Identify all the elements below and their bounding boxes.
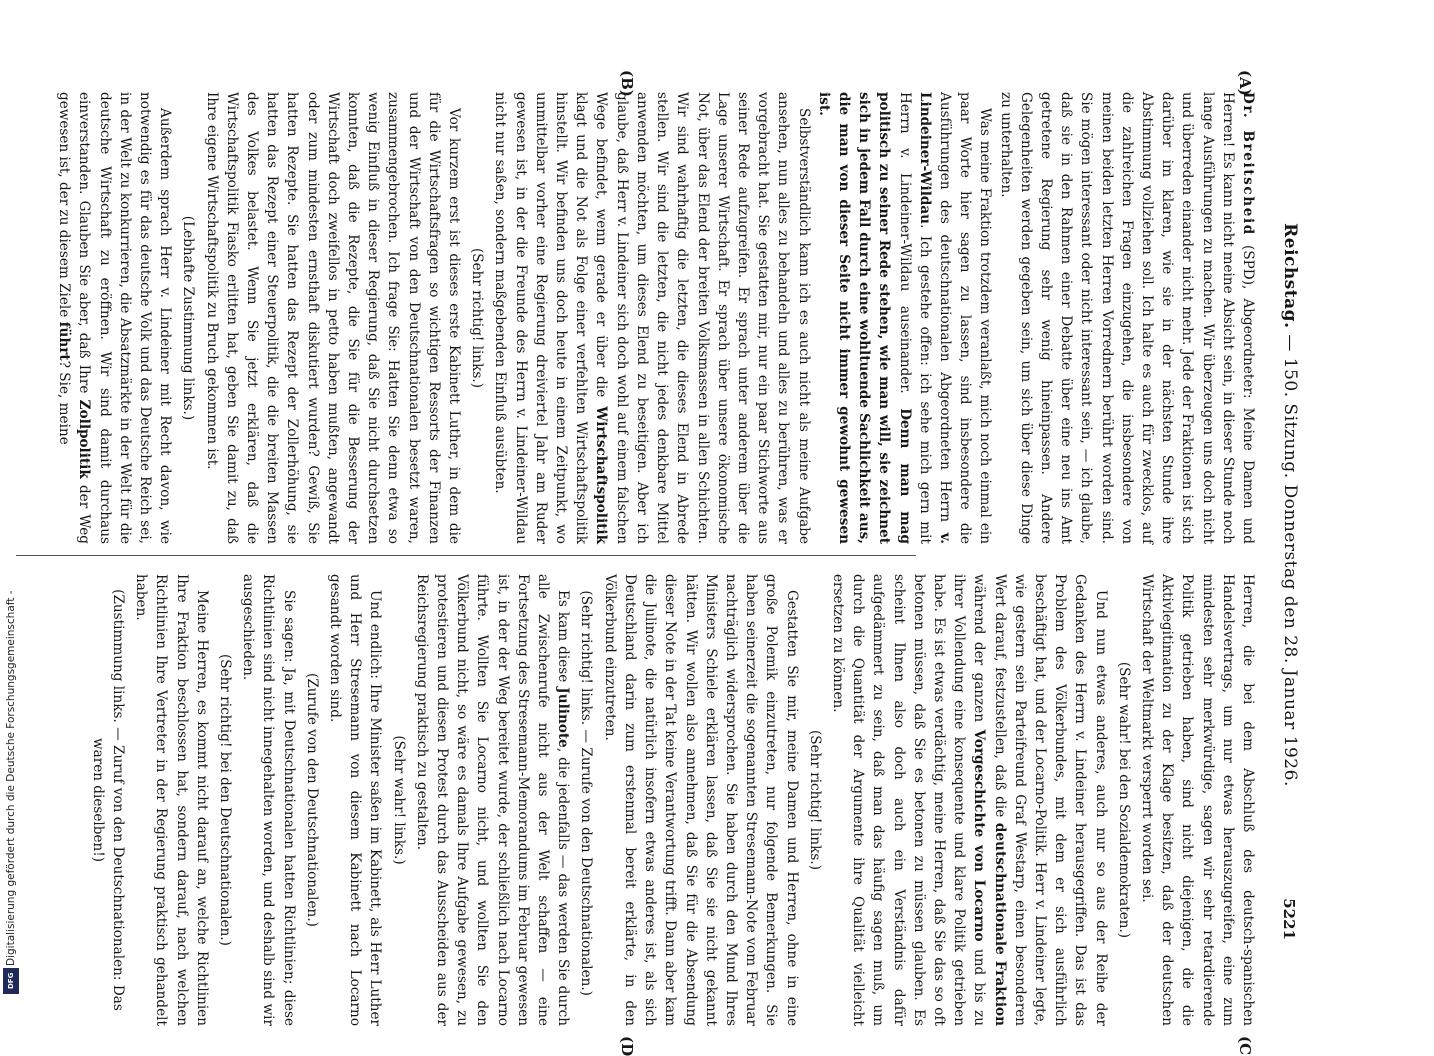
- text-run: Gestatten Sie mir, meine Damen und Herren, ohne in eine große Polemik einzutreten, nur folgende Bemerkungen. Sie haben seinerzeit die sogenannten Stresemann-Note vom Februar nachträglich widersprochen. Sie haben durch den Mund Ihres Ministers Schiele erklären lassen, daß Sie sie nicht gekannt hätten. Wir wollen also annehmen, daß Sie für die Absendung dieser Note in der Tat keine Verantwortung trifft. Dann aber kam die Julinote, die natürlich insofern etwas anderes ist, als sich Deutschland darin zum erstenmal bereit erklärte, in den Völkerbund einzutreten.: [601, 574, 800, 1026]
- running-head-title: Reichstag.: [1280, 223, 1300, 329]
- text-run: , die jedenfalls — das werden Sie durch alle Zwischenrufe nicht aus der Welt schaffen — eine Fortsetzung des Stresemann-Memorandums im Februar gewesen ist, in der der Weg bereitet wurde, der schließlich nach Locarno führte. Wollten Sie Locarno nicht, und wollten Sie den Völkerbund nicht, so wäre es damals Ihre Aufgabe gewesen, zu protestieren und diesen Protest durch das Ausscheiden aus der Reichsregierung praktisch zu gestalten.: [413, 574, 572, 1026]
- text-run: (Sehr richtig! links.): [469, 247, 486, 389]
- emphasized-text: Dr. Breitscheid: [1240, 92, 1256, 236]
- text-run: ? Sie, meine: [56, 360, 73, 445]
- emphasized-text: Zollpolitik: [76, 399, 93, 479]
- paragraph: [814, 92, 996, 544]
- emphasized-text: Vorgeschichte von Locarno: [971, 729, 988, 942]
- emphasized-text: Wirtschaftspolitik: [593, 406, 610, 544]
- text-run: (SPD), Abgeordneter: Meine Damen und Herren! Es kann nicht meine Absicht sein, in dieser Stunde noch lange Ausführungen zu machen. Wir überzeugen uns doch nicht und überreden einander nicht mehr. Jede der Fraktionen ist sich darüber im klaren, wie sie in der nächsten Stunde ihre Abstimmung vollziehen soll. Ich halte es auch für zwecklos, auf die zahlreichen Fragen einzugehen, die insbesondere von meinen beiden letzten Herren Vorrednern berührt worden sind. Sie mögen interessant oder nicht interessant sein, — ich glaube, daß sie in den Rahmen einer Debatte über eine neu ins Amt getretene Regierung sehr wenig hineinpassen. Andere Gelegenheiten werden gegeben sein, um sich über diese Dinge zu unterhalten.: [997, 92, 1256, 544]
- running-head: [1280, 70, 1300, 940]
- paragraph: [412, 574, 574, 1026]
- paragraph: [600, 574, 802, 1026]
- paragraph: [995, 92, 1258, 544]
- text-run: (Sehr richtig! bei den Deutschnationalen.): [217, 654, 234, 946]
- text-run: Selbstverständlich kann ich es auch nicht als meine Aufgabe ansehen, nun alles zu behandeln und alles zu berühren, was er vorgebracht hat. Sie gestatten mir, nur ein paar Stichworte aus seiner Rede aufzugreifen. Er sprach unter anderem über die Lage unserer Wirtschaft. Er sprach über unsere ökonomische Not, über das Elend der breiten Volksmassen in allen Schichten. Wir sind wahrhaftig die letzten, die dieses Elend in Abrede stellen. Wir sind die letzten, die nicht jedes denkbare Mittel anwenden möchten, um dieses Elend zu beseitigen. Aber ich glaube, daß Herr v. Lindeiner sich doch wohl auf einem falschen Wege befindet, wenn gerade er über die: [593, 92, 812, 544]
- text-run: Was meine Fraktion trotzdem veranlaßt, mich noch einmal ein paar Worte hier sagen zu lassen, sind insbesondere die Ausführungen des deutschnationalen Abgeordneten Herrn: [936, 92, 994, 544]
- left-column: [54, 92, 1258, 544]
- text-run: Sie sagen: Ja, mit Deutschnationalen hatten Richtlinien; diese Richtlinien sind nicht innegehalten worden, und deshalb sind wir ausgeschieden.: [240, 574, 297, 1026]
- paragraph: [201, 92, 464, 544]
- paragraph: [131, 574, 212, 1026]
- text-run: und bis zu ihrer Vollendung eine konsequente und klare Politik getrieben habe. Es ist etwas verdächtig, meine Herren, daß Sie das so oft betonen müssen, daß Sie es betonen zu müssen glauben. Es scheint Ihnen also doch auch ein Verständnis dafür aufgedämmert zu sein, daß man das häufig sagen muß, um durch die Quantität der Argumente ihre Qualität vielleicht ersetzen zu können.: [829, 574, 988, 1026]
- interjection: [215, 574, 235, 1026]
- column-divider: [16, 555, 916, 556]
- page-header: [1272, 70, 1300, 940]
- emphasized-text: v. Lindeiner-Wildau: [916, 92, 953, 544]
- margin-letter-a: (A): [1236, 70, 1254, 96]
- paragraph: [490, 92, 813, 544]
- footer-text: Digitalisierung gefördert durch die Deutsche Forschungsgemeinschaft -: [5, 590, 17, 966]
- interjection: [302, 574, 322, 1026]
- interjection: [1114, 574, 1134, 1026]
- interjection: [388, 574, 408, 1026]
- text-run: Herren, die bei dem Abschluß des deutsch-spanischen Handelsvertrags, um nur etwas herauszugreifen, eine zum mindesten sehr merkwürdige, sagen wir sehr retardierende Politik getrieben haben, sind nicht diejenigen, die die Aktivlegitimation zu der Klage besitzen, daß der deutschen Wirtschaft der Weltmarkt versperrt worden sei.: [1138, 574, 1256, 1026]
- text-run: Es kam diese: [555, 590, 572, 688]
- text-run: Meine Herren, es kommt nicht darauf an, welche Richtlinien Ihre Fraktion beschlossen hat, sondern darauf, nach welchen Richtlinien Ihre Vertreter in der Regierung praktisch gehandelt haben.: [133, 574, 210, 1026]
- text-run: Und endlich: Ihre Minister saßen im Kabinett, als Herr Luther und Herr Stresemann von diesem Kabinett nach Locarno gesandt worden sind.: [327, 574, 384, 1026]
- paragraph: [325, 574, 386, 1026]
- paragraph: [238, 574, 299, 1026]
- emphasized-text: führt: [56, 321, 73, 361]
- text-run: . Ich gestehe offen: ich sehe mich gern mit Herrn v. Lindeiner-Wildau auseinander.: [896, 92, 933, 544]
- text-run: (Sehr wahr! bei den Sozialdemokraten.): [1115, 661, 1132, 939]
- text-run: Vor kurzem erst ist dieses erste Kabinett Luther, in dem die für die Wirtschaftsfragen so wichtigen Ressorts der Finanzen und der Wirtschaft von den Deutschnationalen besetzt waren, zusammengebrochen. Ich frage Sie: Hatten Sie denn etwa so wenig Einfluß in dieser Regierung, daß Sie nicht durchsetzen konnten, daß die Rezepte, die Sie für die Besserung der Wirtschaft doch zweifellos in petto haben mußten, angewandt oder zum mindesten ernsthaft diskutiert wurden? Gewiß, Sie hatten Rezepte. Sie hatten das Rezept der Zollerhöhung, sie hatten das Rezept einer Steuerpolitik, die die breiten Massen des Volkes belastet. Wenn Sie jetzt erklären, daß die Wirtschaftspolitik Fiasko erlitten hat, geben Sie damit zu, daß Ihre eigene Wirtschaftspolitik zu Bruch gekommen ist.: [203, 92, 463, 544]
- text-run: (Zurufe von den Deutschnationalen.): [303, 673, 320, 927]
- text-run: Außerdem sprach Herr v. Lindeiner mit Recht davon, wie notwendig es für das deutsche Volk und das Deutsche Reich sei, in der Welt zu konkurrieren, die Absatzmärkte in der Welt für die deutsche Wirtschaft zu eröffnen. Wir sind damit durchaus einverstanden. Glauben Sie aber, daß Ihre: [76, 92, 174, 544]
- paragraph: [1137, 574, 1258, 1026]
- interjection: [88, 574, 128, 1026]
- running-head-rest: — 150. Sitzung. Donnerstag den 28. Januar 1926.: [1280, 328, 1300, 787]
- text-run: klagt und die Not als Folge einer verfehlten Wirtschaftspolitik hinstellt. Wir befinden uns doch heute in einem Zeitpunkt, wo unmittelbar vorher eine Regierung dreiviertel Jahr am Ruder gewesen ist, in der die Freunde des Herrn v. Lindeiner-Wildau nicht nur saßen, sondern maßgebenden Einfluß ausübten.: [492, 92, 590, 544]
- right-column: [85, 574, 1258, 1026]
- interjection: [805, 574, 825, 1026]
- paragraph: [828, 574, 1111, 1026]
- text-run: (Sehr wahr! links.): [390, 735, 407, 865]
- margin-letter-b: (B): [618, 70, 636, 97]
- margin-letter-c: (C: [1236, 1036, 1254, 1056]
- dfg-logo: DFG: [3, 968, 19, 994]
- text-run: (Sehr richtig! links.): [806, 729, 823, 871]
- interjection: [178, 92, 198, 544]
- interjection: [576, 574, 596, 1026]
- text-run: (Sehr richtig! links. — Zurufe von den Deutschnationalen.): [578, 590, 595, 996]
- interjection: [467, 92, 487, 544]
- digitization-footer: [0, 0, 22, 1000]
- margin-letter-d: (D: [618, 1036, 636, 1056]
- text-run: (Zustimmung links. — Zuruf von den Deutschnationalen: Das waren dieselben!): [89, 589, 127, 1011]
- emphasized-text: deutschnationale Fraktion: [991, 822, 1008, 1027]
- text-run: Und nun etwas anderes, auch nur so aus der Reihe der Gedanken des Herrn v. Lindeiner herausgegriffen. Das ist das Problem des Völkerbundes, mit dem er sich ausführlich beschäftigt hat, und der Locarno-Politik. Herr v. Lindeiner legte, wie gestern sein Parteifreund Graf Westarp, einen besonderen Wert darauf, festzustellen, daß die: [991, 574, 1109, 1026]
- paragraph: [54, 92, 175, 544]
- text-run: der Weg gewesen ist, der zu diesem Ziele: [56, 92, 93, 545]
- text-run: (Lebhafte Zustimmung links.): [180, 215, 197, 421]
- text-run: während der ganzen: [971, 574, 988, 730]
- emphasized-text: Julinote: [555, 687, 572, 748]
- emphasized-text: Denn man mag politisch zu seiner Rede stehen, wie man will, sie zeichnet sich in jedem Fall durch eine wohltuende Sachlichkeit aus, die man von dieser Seite nicht immer gewohnt gewesen ist.: [815, 92, 913, 544]
- page-number-right: 5221: [1280, 898, 1298, 940]
